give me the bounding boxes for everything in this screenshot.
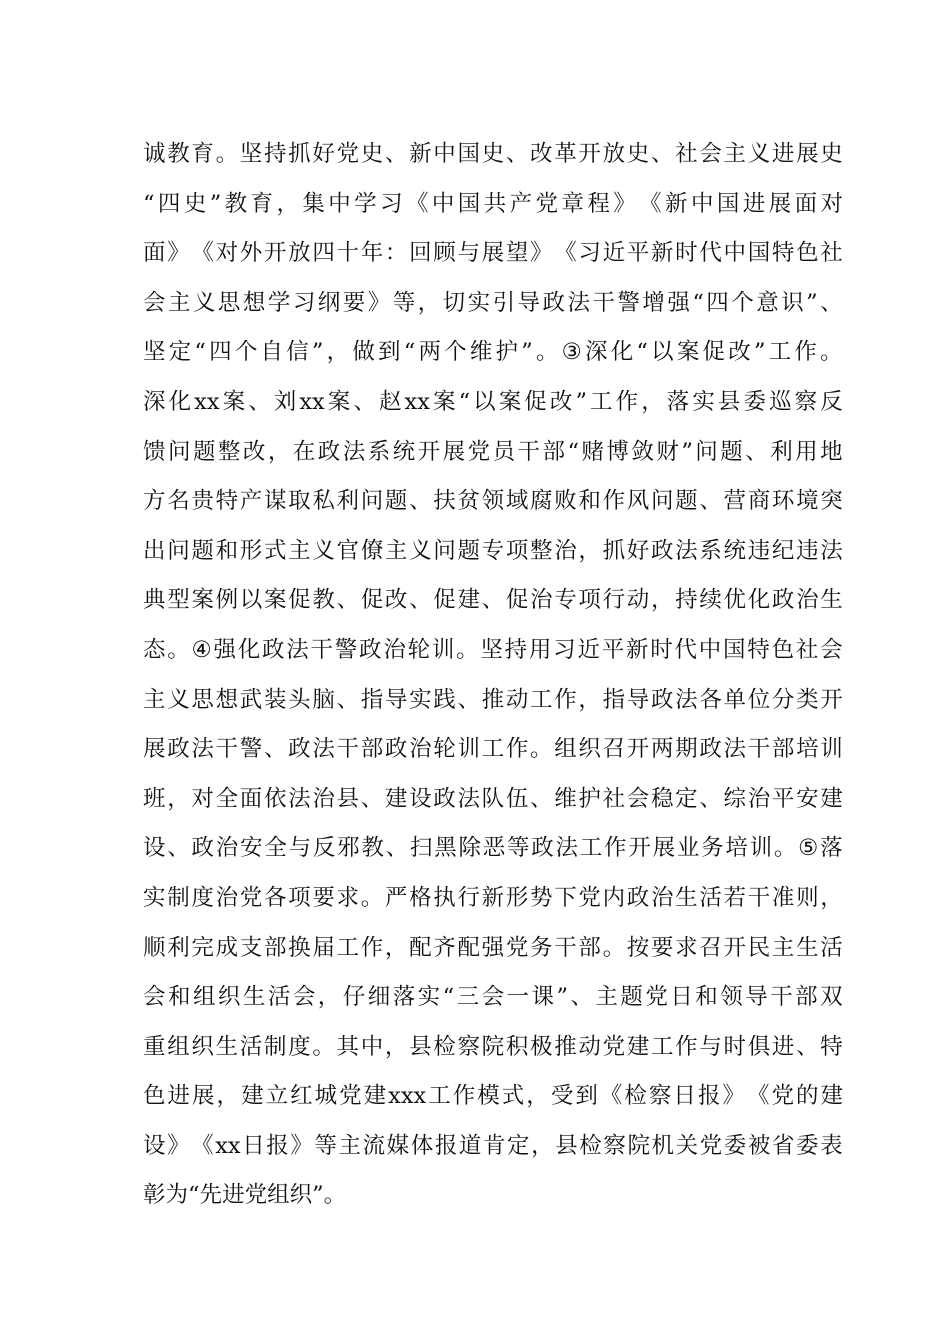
text-line: 色 进 展 ， 建 立 红 城 党 建 xxx 工 作 模 式 ， 受 到 《 检 察 日 报 》 《 党 的 建 <box>143 1083 843 1110</box>
text-line: 会 主 义 思 想 学 习 纲 要 》 等 ， 切 实 引 导 政 法 干 警 增 强 “ 四 个 意 识 ” 、 <box>143 289 843 316</box>
text-line: 设 》 《 xx 日 报 》 等 主 流 媒 体 报 道 肯 定 ， 县 检 察 院 机 关 党 委 被 省 委 表 <box>143 1132 843 1159</box>
text-line: 设 、 政 治 安 全 与 反 邪 教 、 扫 黑 除 恶 等 政 法 工 作 开 展 业 务 培 训 。 ⑤ 落 <box>143 835 843 862</box>
body-text <box>143 130 843 1221</box>
text-line: 顺 利 完 成 支 部 换 届 工 作 ， 配 齐 配 强 党 务 干 部 。 按 要 求 召 开 民 主 生 活 <box>143 934 843 961</box>
text-line: 诚 教 育 。 坚 持 抓 好 党 史 、 新 中 国 史 、 改 革 开 放 史 、 社 会 主 义 进 展 史 <box>143 141 843 167</box>
text-line: 态 。 ④ 强 化 政 法 干 警 政 治 轮 训 。 坚 持 用 习 近 平 新 时 代 中 国 特 色 社 会 <box>143 636 843 663</box>
text-line: 面 》 《 对 外 开 放 四 十 年 ： 回 顾 与 展 望 》 《 习 近 平 新 时 代 中 国 特 色 社 <box>143 240 843 267</box>
text-line: 典 型 案 例 以 案 促 教 、 促 改 、 促 建 、 促 治 专 项 行 动 ， 持 续 优 化 政 治 生 <box>143 587 843 614</box>
text-line: 彰 为 “ 先 进 党 组 织 ” 。 <box>143 1182 347 1209</box>
text-line: 展 政 法 干 警 、 政 法 干 部 政 治 轮 训 工 作 。 组 织 召 开 两 期 政 法 干 部 培 训 <box>143 736 843 763</box>
text-line: 方 名 贵 特 产 谋 取 私 利 问 题 、 扶 贫 领 域 腐 败 和 作 风 问 题 、 营 商 环 境 突 <box>143 488 843 515</box>
text-line: “ 四 史 ” 教 育 ， 集 中 学 习 《 中 国 共 产 党 章 程 》 《 新 中 国 进 展 面 对 <box>143 190 843 217</box>
text-line: 坚 定 “ 四 个 自 信 ” ， 做 到 “ 两 个 维 护 ” 。 ③ 深 化 “ 以 案 促 改 ” 工 作 。 <box>143 339 843 366</box>
text-line: 出 问 题 和 形 式 主 义 官 僚 主 义 问 题 专 项 整 治 ， 抓 好 政 法 系 统 违 纪 违 法 <box>143 537 843 564</box>
text-line: 深 化 xx 案 、 刘 xx 案 、 赵 xx 案 “ 以 案 促 改 ” 工 作 ， 落 实 县 委 巡 察 反 <box>143 388 843 415</box>
text-line: 主 义 思 想 武 装 头 脑 、 指 导 实 践 、 推 动 工 作 ， 指 导 政 法 各 单 位 分 类 开 <box>143 686 843 713</box>
text-line: 会 和 组 织 生 活 会 ， 仔 细 落 实 “ 三 会 一 课 ” 、 主 题 党 日 和 领 导 干 部 双 <box>143 984 843 1011</box>
text-line: 实 制 度 治 党 各 项 要 求 。 严 格 执 行 新 形 势 下 党 内 政 治 生 活 若 干 准 则 ， <box>143 884 843 911</box>
text-line: 重 组 织 生 活 制 度 。 其 中 ， 县 检 察 院 积 极 推 动 党 建 工 作 与 时 俱 进 、 特 <box>143 1033 843 1060</box>
text-line: 班 ， 对 全 面 依 法 治 县 、 建 设 政 法 队 伍 、 维 护 社 会 稳 定 、 综 治 平 安 建 <box>143 785 843 812</box>
text-line: 馈 问 题 整 改 ， 在 政 法 系 统 开 展 党 员 干 部 “ 赌 博 敛 财 ” 问 题 、 利 用 地 <box>143 438 843 465</box>
